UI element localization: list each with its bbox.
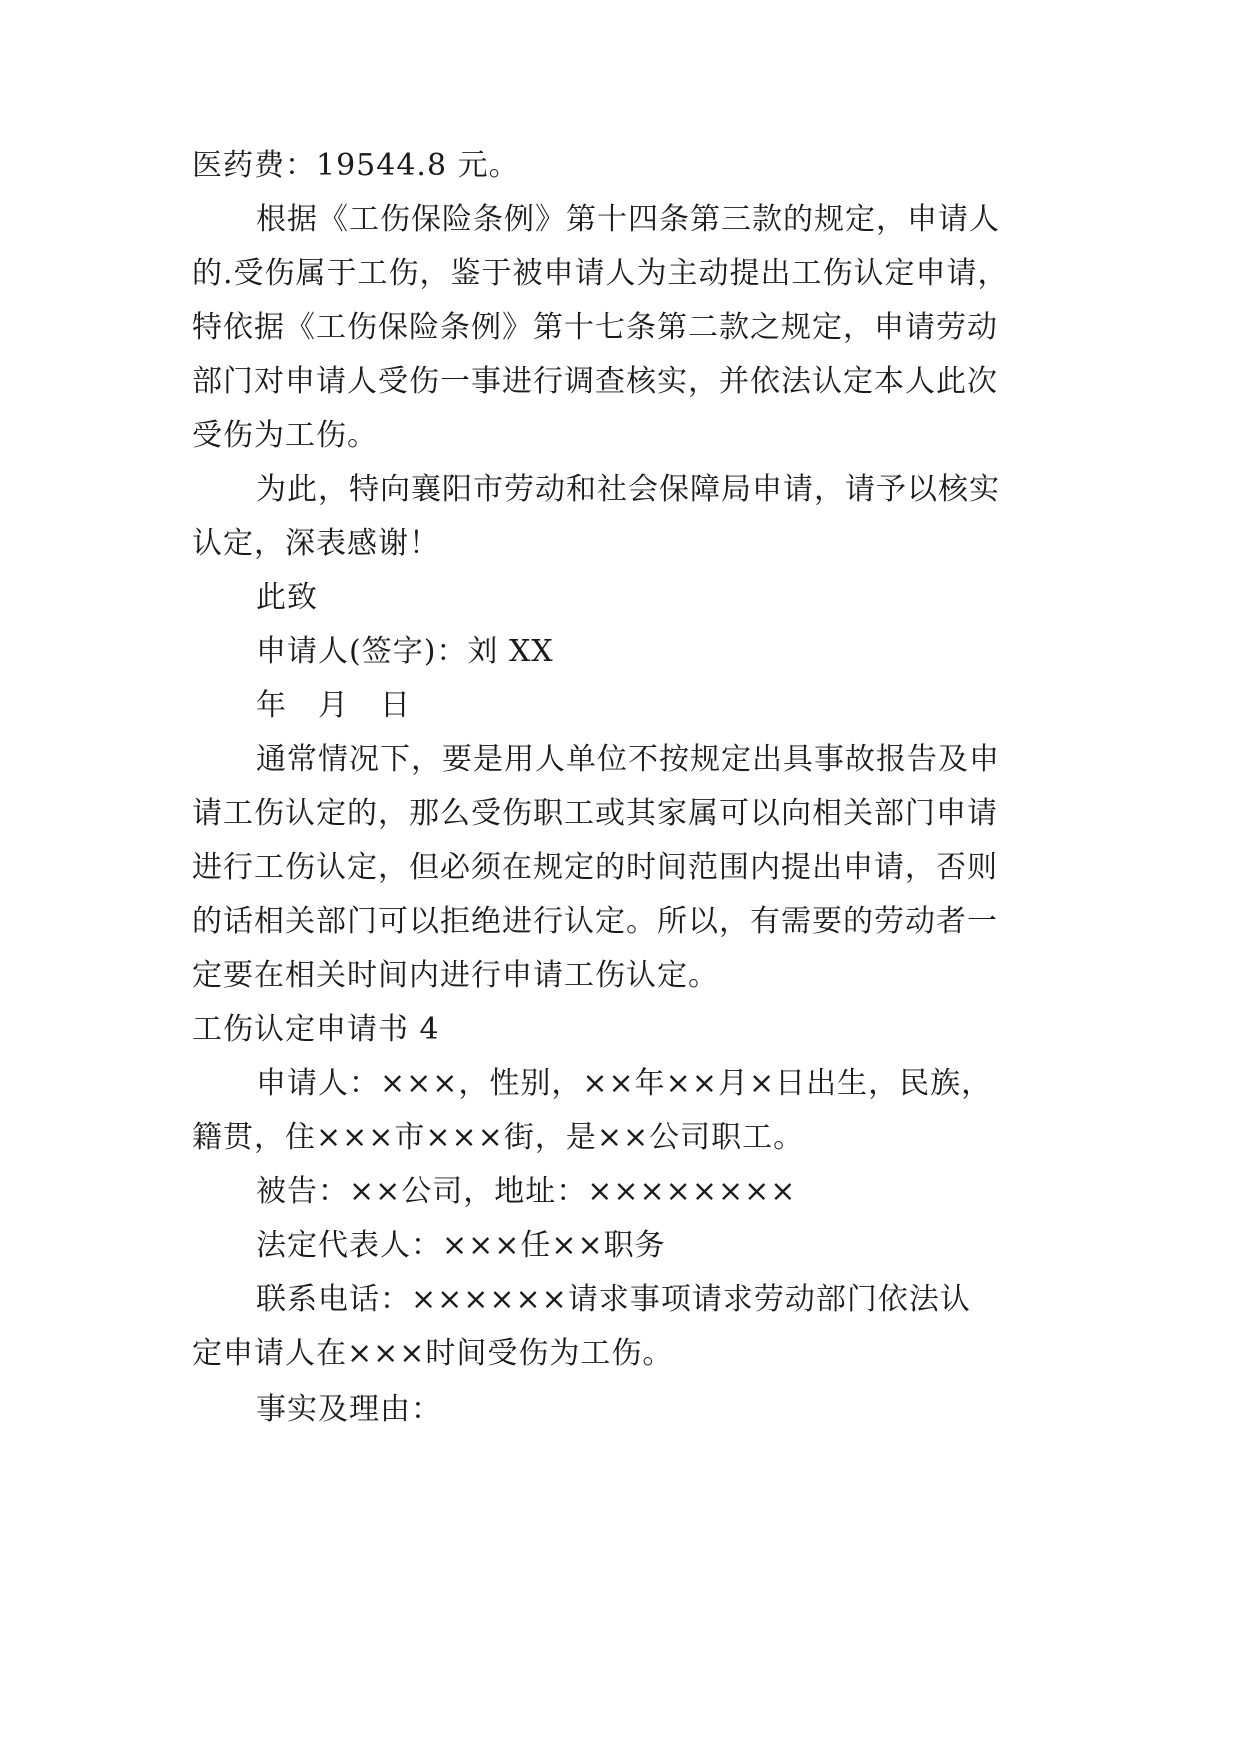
paragraph-note-line-2: 请工伤认定的，那么受伤职工或其家属可以向相关部门申请: [192, 796, 998, 831]
applicant-signature-line: 申请人(签字)：刘 XX: [256, 634, 554, 669]
facts-reasons-heading: 事实及理由：: [256, 1392, 442, 1427]
paragraph-note-line-5: 定要在相关时间内进行申请工伤认定。: [192, 958, 719, 993]
text-line-medical-fee: 医药费：19544.8 元。: [192, 148, 520, 183]
paragraph-basis-line-5: 受伤为工伤。: [192, 418, 378, 453]
paragraph-request-line-1: 为此，特向襄阳市劳动和社会保障局申请，请予以核实: [256, 472, 1000, 507]
paragraph-note-line-3: 进行工伤认定，但必须在规定的时间范围内提出申请，否则: [192, 850, 998, 885]
salutation-line: 此致: [256, 580, 318, 615]
request-matter-line: 定申请人在×××时间受伤为工伤。: [192, 1336, 674, 1371]
applicant-info-line-1: 申请人：×××，性别，××年××月×日出生，民族，: [256, 1066, 993, 1101]
paragraph-basis-line-1: 根据《工伤保险条例》第十四条第三款的规定，申请人: [256, 202, 1000, 237]
paragraph-note-line-1: 通常情况下，要是用人单位不按规定出具事故报告及申: [256, 742, 1000, 777]
paragraph-request-line-2: 认定，深表感谢！: [192, 526, 440, 561]
section-heading: 工伤认定申请书 4: [192, 1012, 440, 1047]
date-line: 年 月 日: [256, 688, 411, 723]
contact-phone-line: 联系电话：××××××请求事项请求劳动部门依法认: [256, 1282, 971, 1317]
paragraph-basis-line-3: 特依据《工伤保险条例》第十七条第二款之规定，申请劳动: [192, 310, 998, 345]
applicant-info-line-2: 籍贯，住×××市×××街，是××公司职工。: [192, 1120, 805, 1155]
paragraph-basis-line-2: 的.受伤属于工伤，鉴于被申请人为主动提出工伤认定申请，: [192, 256, 1009, 291]
paragraph-basis-line-4: 部门对申请人受伤一事进行调查核实，并依法认定本人此次: [192, 364, 998, 399]
paragraph-note-line-4: 的话相关部门可以拒绝进行认定。所以，有需要的劳动者一: [192, 904, 998, 939]
defendant-line: 被告：××公司，地址：××××××××: [256, 1174, 797, 1209]
legal-representative-line: 法定代表人：×××任××职务: [256, 1228, 666, 1263]
